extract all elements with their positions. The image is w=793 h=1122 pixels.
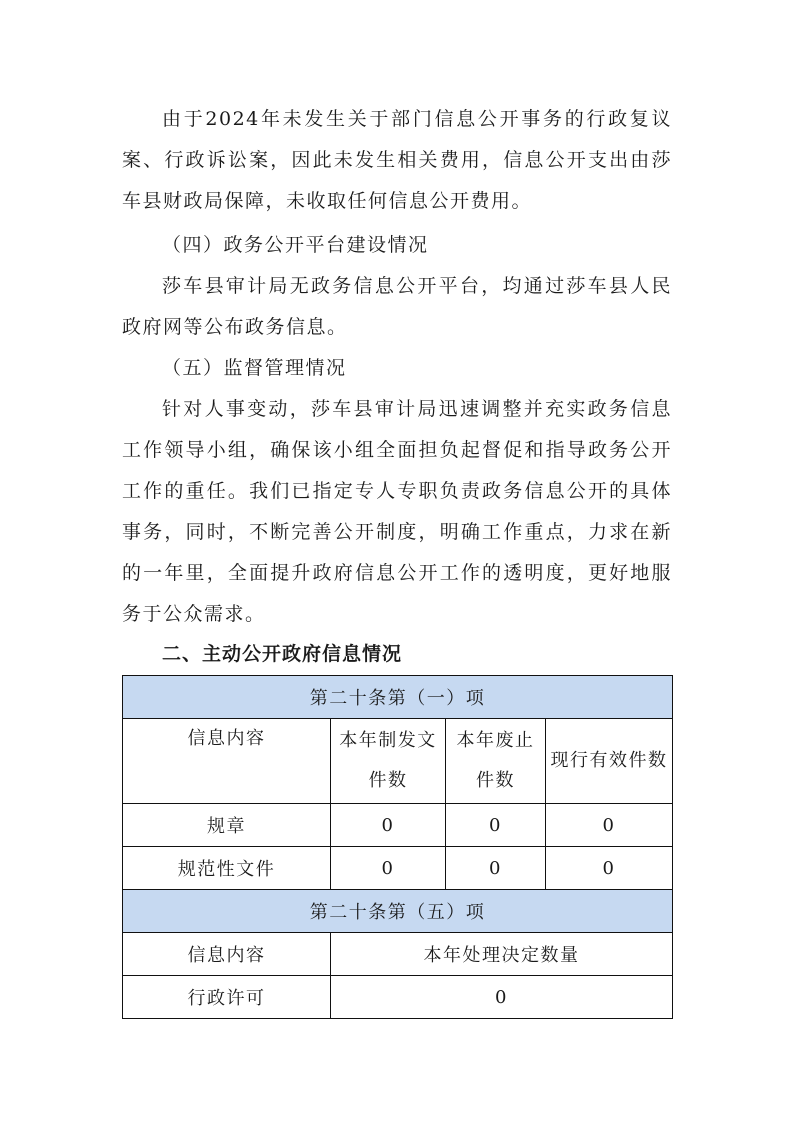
subheading-platform: （四）政务公开平台建设情况 xyxy=(162,234,429,256)
cell-value: 0 xyxy=(331,976,673,1019)
cell-value: 0 xyxy=(446,804,546,847)
cell-value: 0 xyxy=(546,847,673,890)
row-label: 规章 xyxy=(123,804,331,847)
subheader-info-content: 信息内容 xyxy=(123,933,331,976)
table-header-row xyxy=(123,719,673,804)
table-band-row xyxy=(123,676,673,719)
row-label: 规范性文件 xyxy=(123,847,331,890)
header-repealed-count: 本年废止件数 xyxy=(446,719,546,804)
paragraph-supervision: 针对人事变动，莎车县审计局迅速调整并充实政务信息工作领导小组，确保该小组全面担负起督促和指导政务公开工作的重任。我们已指定专人专职负责政务信息公开的具体事务，同时，不断完善公开制度，明确工作重点，力求在新的一年里，全面提升政府信息公开工作的透明度，更好地服务于公众需求。 xyxy=(122,398,672,625)
table-row xyxy=(123,804,673,847)
paragraph-platform: 莎车县审计局无政务信息公开平台，均通过莎车县人民政府网等公布政务信息。 xyxy=(122,275,672,338)
table-subheader-row xyxy=(123,933,673,976)
table-row xyxy=(123,847,673,890)
paragraph-appeal-costs: 由于2024年未发生关于部门信息公开事务的行政复议案、行政诉讼案，因此未发生相关费用，信息公开支出由莎车县财政局保障，未收取任何信息公开费用。 xyxy=(122,108,672,212)
band-article-20-5: 第二十条第（五）项 xyxy=(123,890,673,933)
cell-value: 0 xyxy=(331,804,446,847)
cell-value: 0 xyxy=(331,847,446,890)
table-band-row xyxy=(123,890,673,933)
subheader-decision-count: 本年处理决定数量 xyxy=(331,933,673,976)
subheading-supervision: （五）监督管理情况 xyxy=(162,357,347,379)
section-title: 二、主动公开政府信息情况 xyxy=(162,643,403,665)
band-article-20-1: 第二十条第（一）项 xyxy=(123,676,673,719)
cell-value: 0 xyxy=(446,847,546,890)
row-label: 行政许可 xyxy=(123,976,331,1019)
header-info-content: 信息内容 xyxy=(123,719,331,804)
disclosure-table xyxy=(122,675,673,1019)
cell-value: 0 xyxy=(546,804,673,847)
table-row xyxy=(123,976,673,1019)
header-issued-count: 本年制发文件数 xyxy=(331,719,446,804)
header-valid-count: 现行有效件数 xyxy=(546,719,673,804)
